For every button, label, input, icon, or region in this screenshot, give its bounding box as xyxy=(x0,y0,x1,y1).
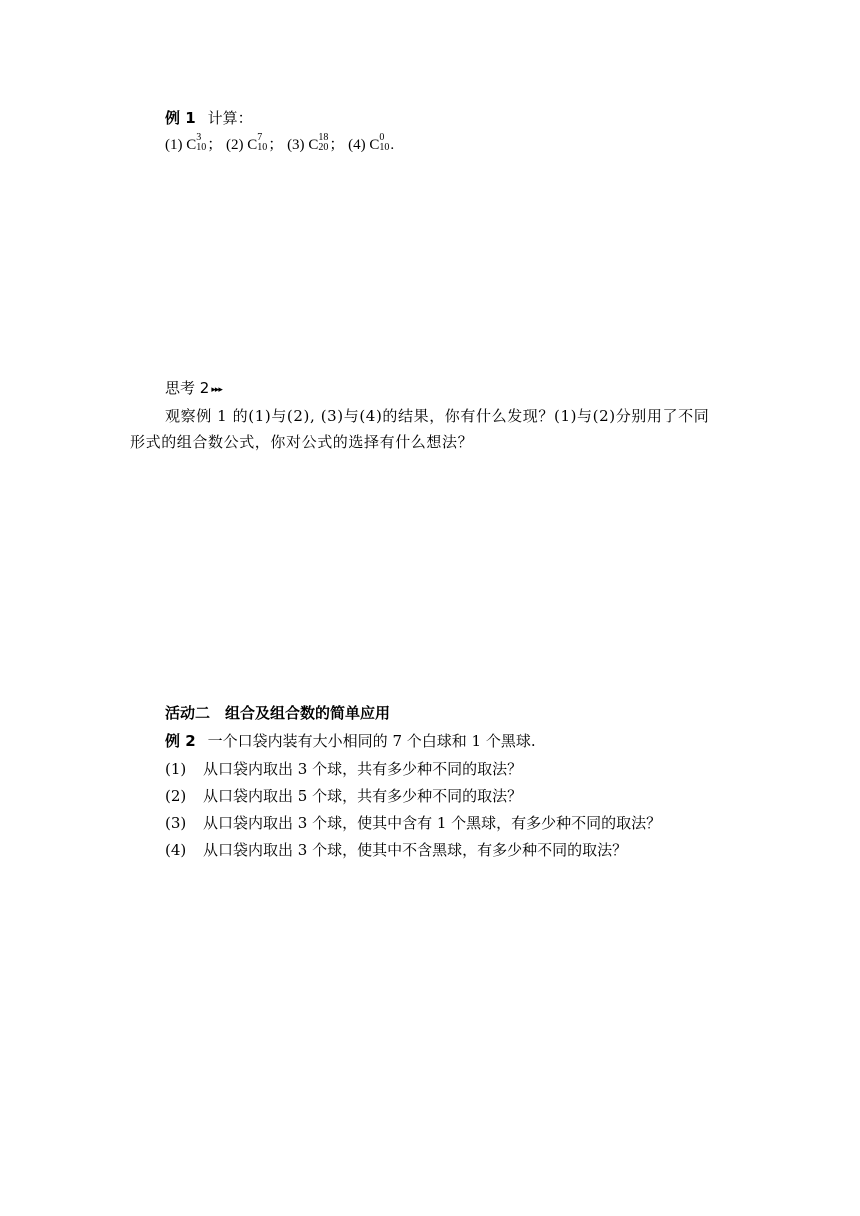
example2-intro xyxy=(165,731,536,751)
question-text: 从口袋内取出 3 个球，使其中含有 1 个黑球，有多少种不同的取法？ xyxy=(203,814,662,832)
example1-heading xyxy=(165,108,253,128)
example1-item-1 xyxy=(165,131,226,153)
superscript: 3 xyxy=(196,131,202,143)
separator: ； xyxy=(268,137,284,153)
question-text: 从口袋内取出 3 个球，使其中不含黑球，有多少种不同的取法？ xyxy=(203,841,628,859)
subscript: 10 xyxy=(257,141,268,153)
example1-instruction: 计算： xyxy=(207,109,253,127)
think2-title: 思考 2 xyxy=(165,379,210,397)
example2-question-1 xyxy=(165,759,522,779)
question-text: 从口袋内取出 3 个球，共有多少种不同的取法？ xyxy=(203,760,523,778)
example2-question-3 xyxy=(165,813,661,833)
think2-heading xyxy=(165,378,222,400)
question-number: (4) xyxy=(165,841,187,859)
superscript: 18 xyxy=(318,131,329,143)
question-number: (1) xyxy=(165,760,187,778)
combination-symbol xyxy=(247,131,268,156)
example2-question-2 xyxy=(165,786,522,806)
item-number: (3) xyxy=(287,137,305,153)
think2-paragraph-line1: 观察例 1 的(1)与(2), (3)与(4)的结果，你有什么发现？(1)与(2)分别用了不同 xyxy=(165,407,710,425)
c-letter: C xyxy=(308,137,319,153)
example1-label: 例 1 xyxy=(165,109,196,127)
example1-item-3 xyxy=(287,131,348,153)
superscript: 7 xyxy=(257,131,263,143)
combination-symbol xyxy=(308,131,329,156)
separator: ； xyxy=(329,137,345,153)
item-number: (2) xyxy=(226,137,244,153)
combination-symbol xyxy=(186,131,207,156)
triple-arrow-icon: ▸▸▸ xyxy=(211,385,222,395)
c-letter: C xyxy=(247,137,258,153)
question-text: 从口袋内取出 5 个球，共有多少种不同的取法？ xyxy=(203,787,523,805)
superscript: 0 xyxy=(379,131,385,143)
think2-paragraph-line2: 形式的组合数公式，你对公式的选择有什么想法？ xyxy=(130,433,474,451)
example1-item-2 xyxy=(226,131,287,153)
activity2-title: 活动二 组合及组合数的简单应用 xyxy=(165,704,391,722)
subscript: 10 xyxy=(196,141,207,153)
question-number: (2) xyxy=(165,787,187,805)
example2-text: 一个口袋内装有大小相同的 7 个白球和 1 个黑球. xyxy=(207,732,536,750)
subscript: 10 xyxy=(379,141,390,153)
question-number: (3) xyxy=(165,814,187,832)
example2-label: 例 2 xyxy=(165,732,196,750)
c-letter: C xyxy=(186,137,197,153)
item-number: (4) xyxy=(348,137,366,153)
combination-symbol xyxy=(369,131,390,156)
subscript: 20 xyxy=(318,141,329,153)
example1-item-4 xyxy=(348,131,395,153)
example2-question-4 xyxy=(165,840,627,860)
separator: ； xyxy=(207,137,223,153)
item-number: (1) xyxy=(165,137,183,153)
c-letter: C xyxy=(369,137,380,153)
separator: . xyxy=(390,137,395,153)
example1-items xyxy=(165,131,395,156)
